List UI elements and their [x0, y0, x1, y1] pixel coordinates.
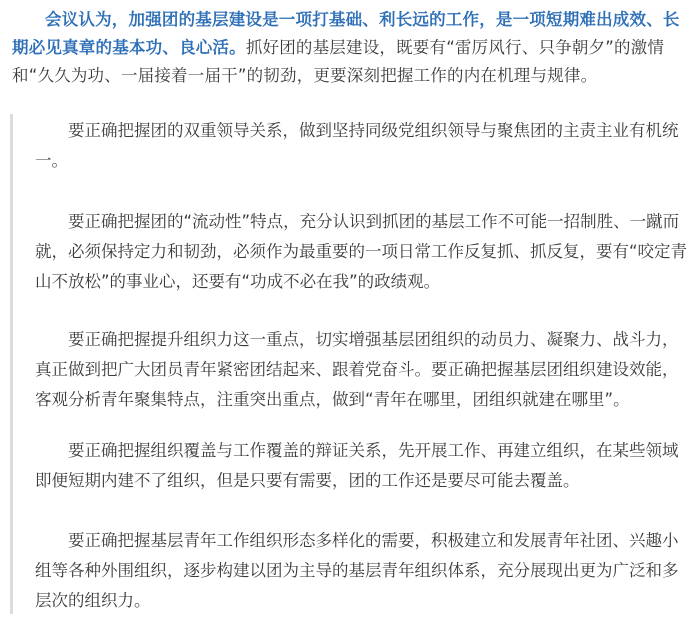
- quote-paragraph-5: 要正确把握基层青年工作组织形态多样化的需要，积极建立和发展青年社团、兴趣小组等各种外围组织，逐步构建以团为主导的基层青年组织体系，充分展现出更为广泛和多层次的组织力。: [35, 531, 679, 610]
- intro-rest: 抓好团的基层建设，既要有“雷厉风行、只争朝夕”的激情和“久久为功、一届接着一届干”的韧劲，更要深刻把握工作的内在机理与规律。: [12, 38, 665, 85]
- quote-paragraph-3: 要正确把握提升组织力这一重点，切实增强基层团组织的动员力、凝聚力、战斗力，真正做到把广大团员青年紧密团结起来、跟着党奋斗。要正确把握基层团组织建设效能，客观分析青年聚集特点，注重突出重点，做到“青年在哪里，团组织就建在哪里”。: [35, 330, 679, 409]
- quote-paragraph-4: 要正确把握组织覆盖与工作覆盖的辩证关系，先开展工作、再建立组织，在某些领域即便短期内建不了组织，但是只要有需要，团的工作还是要尽可能去覆盖。: [35, 441, 679, 490]
- intro-highlight: 会议认为，加强团的基层建设是一项打基础、利长远的工作，是一项短期难出成效、长期必见真章的基本功、良心活。: [12, 10, 680, 57]
- quote-paragraph-1: 要正确把握团的双重领导关系，做到坚持同级党组织领导与聚焦团的主责主业有机统一。: [35, 121, 679, 170]
- intro-paragraph: [12, 6, 692, 90]
- quote-paragraph-2: 要正确把握团的“流动性”特点，充分认识到抓团的基层工作不可能一招制胜、一蹴而就，必须保持定力和韧劲，必须作为最重要的一项日常工作反复抓、抓反复，要有“咬定青山不放松”的事业心，还要有“功成不必在我”的政绩观。: [35, 212, 688, 291]
- blockquote: [10, 114, 694, 614]
